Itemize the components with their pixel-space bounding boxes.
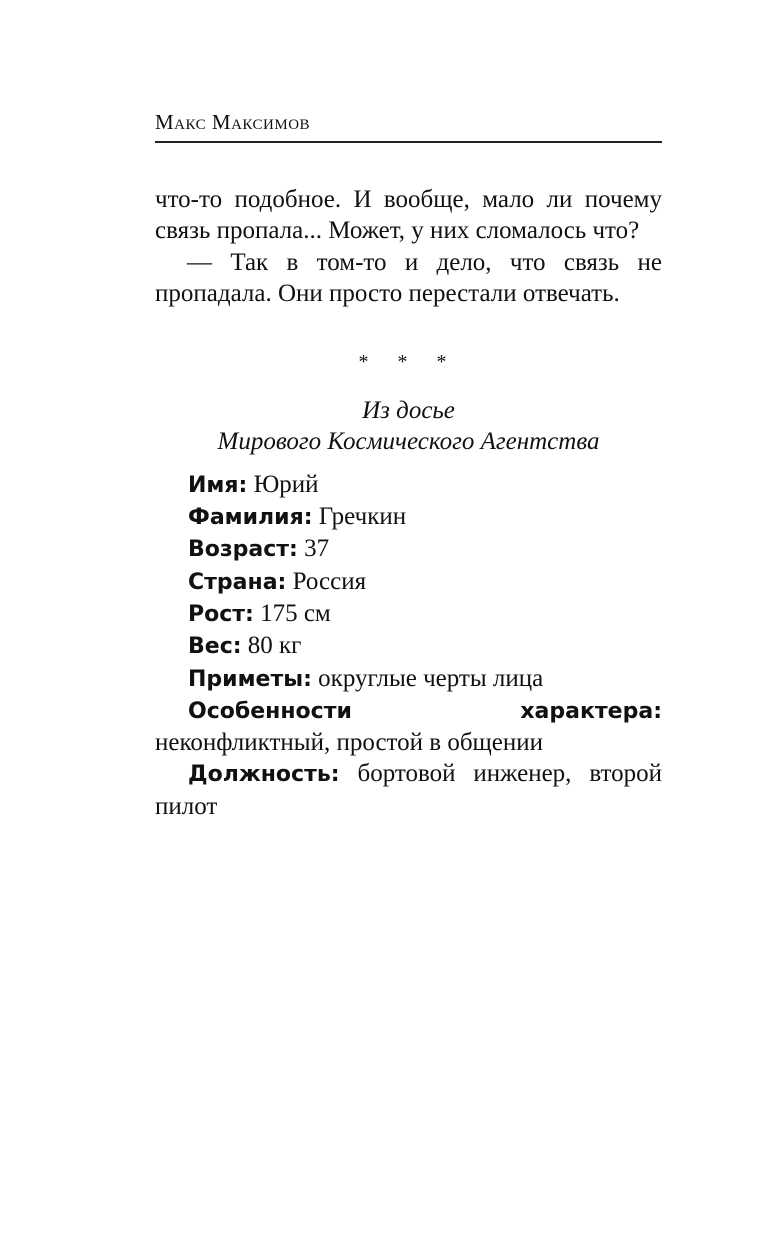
dossier-field-position	[155, 758, 662, 822]
dossier-field-country	[155, 566, 662, 598]
field-label: Вес:	[188, 634, 242, 660]
section-separator: * * *	[358, 351, 459, 374]
dialogue-paragraph: — Так в том-то и дело, что связь не пропадала. Они просто перестали отвечать.	[155, 248, 662, 307]
field-label: Имя:	[188, 472, 248, 498]
field-value: округлые черты лица	[318, 664, 544, 692]
field-label: Должность:	[188, 762, 340, 788]
page-content	[155, 184, 662, 822]
dossier-field-weight	[155, 630, 662, 662]
field-label: Фамилия:	[188, 505, 313, 531]
dossier-title-line-2: Мирового Космического Агентства	[217, 428, 600, 456]
dossier-field-features	[155, 663, 662, 695]
dossier-field-name	[155, 469, 662, 501]
dossier-title-line-1: Из досье	[362, 397, 455, 425]
header-rule	[155, 141, 662, 143]
dossier-title	[155, 395, 662, 458]
field-value: Россия	[292, 567, 367, 595]
field-value: Гречкин	[318, 503, 407, 531]
field-value: 175 см	[260, 599, 331, 627]
field-value: бортовой инженер, второй пилот	[155, 760, 662, 820]
field-value: неконфликтный, простой в общении	[155, 729, 544, 757]
field-value: 37	[304, 535, 330, 563]
running-header	[155, 110, 662, 134]
dossier-field-height	[155, 598, 662, 630]
dossier-field-surname	[155, 501, 662, 533]
field-label: Приметы:	[188, 666, 312, 692]
dossier-fields	[155, 469, 662, 822]
dossier-field-age	[155, 533, 662, 565]
running-title: Макс Максимов	[155, 110, 311, 134]
field-value: 80 кг	[247, 632, 302, 660]
field-label: Возраст:	[188, 537, 298, 563]
field-value: Юрий	[253, 470, 319, 498]
field-label: Рост:	[188, 601, 254, 627]
field-label: Страна:	[188, 569, 287, 595]
dossier-field-character	[155, 695, 662, 759]
body-paragraph: что-то подобное. И вообще, мало ли почему связь пропала... Может, у них сломалось что?	[155, 186, 662, 245]
field-label: Особенности характера:	[188, 698, 662, 724]
